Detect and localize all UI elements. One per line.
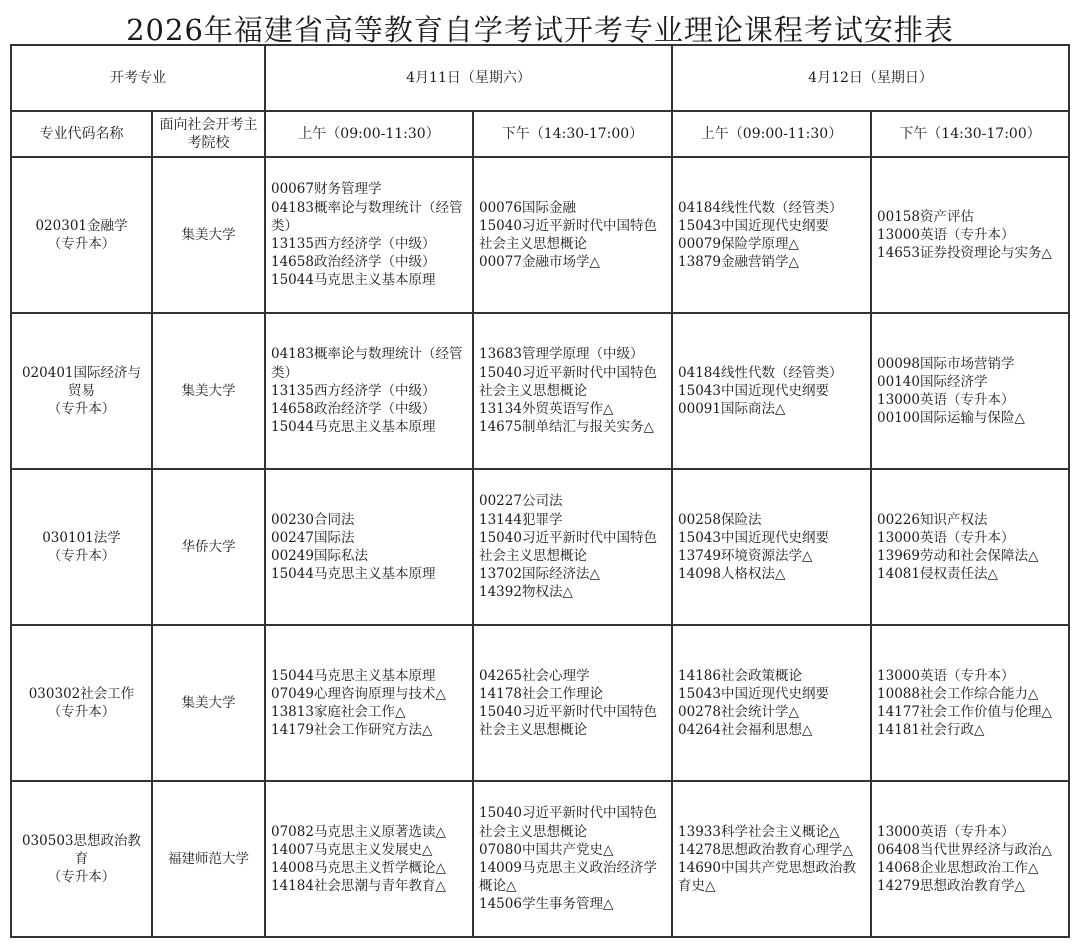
day2-am-courses: 13933科学社会主义概论△ 14278思想政治教育心理学△ 14690中国共产党思想政治教育史△	[672, 781, 871, 937]
major-name: 030503思想政治教育 （专升本）	[11, 781, 152, 937]
school-name: 福建师范大学	[152, 781, 265, 937]
day2-am-courses: 14186社会政策概论 15043中国近现代史纲要 00278社会统计学△ 04264社会福利思想△	[672, 625, 871, 781]
major-code-header: 专业代码名称	[11, 111, 152, 157]
major-group-header: 开考专业	[11, 45, 265, 111]
exam-schedule-table	[10, 44, 1070, 938]
day2-pm-courses: 00098国际市场营销学 00140国际经济学 13000英语（专升本） 00100国际运输与保险△	[871, 313, 1069, 469]
school-name: 华侨大学	[152, 469, 265, 625]
major-name: 020401国际经济与贸易 （专升本）	[11, 313, 152, 469]
day2-am-courses: 04184线性代数（经管类） 15043中国近现代史纲要 00091国际商法△	[672, 313, 871, 469]
school-name: 集美大学	[152, 313, 265, 469]
major-name: 030302社会工作 （专升本）	[11, 625, 152, 781]
day1-am-courses: 04183概率论与数理统计（经管类） 13135西方经济学（中级） 14658政治经济学（中级） 15044马克思主义基本原理	[265, 313, 473, 469]
day2-pm-courses: 13000英语（专升本） 10088社会工作综合能力△ 14177社会工作价值与伦理△ 14181社会行政△	[871, 625, 1069, 781]
day2-am-courses: 00258保险法 15043中国近现代史纲要 13749环境资源法学△ 14098人格权法△	[672, 469, 871, 625]
day1-pm-courses: 04265社会心理学 14178社会工作理论 15040习近平新时代中国特色社会主义思想概论	[473, 625, 672, 781]
day2-header: 4月12日（星期日）	[672, 45, 1069, 111]
day1-pm-courses: 13683管理学原理（中级） 15040习近平新时代中国特色社会主义思想概论 13134外贸英语写作△ 14675制单结汇与报关实务△	[473, 313, 672, 469]
school-name: 集美大学	[152, 625, 265, 781]
day1-pm-header: 下午（14:30-17:00）	[473, 111, 672, 157]
day1-header: 4月11日（星期六）	[265, 45, 672, 111]
day1-am-courses: 00067财务管理学 04183概率论与数理统计（经管类） 13135西方经济学（中级） 14658政治经济学（中级） 15044马克思主义基本原理	[265, 157, 473, 313]
day1-pm-courses: 00227公司法 13144犯罪学 15040习近平新时代中国特色社会主义思想概论 13702国际经济法△ 14392物权法△	[473, 469, 672, 625]
major-name: 020301金融学 （专升本）	[11, 157, 152, 313]
table-row	[11, 313, 1069, 469]
table-row	[11, 781, 1069, 937]
day2-pm-courses: 00158资产评估 13000英语（专升本） 14653证券投资理论与实务△	[871, 157, 1069, 313]
day2-pm-courses: 00226知识产权法 13000英语（专升本） 13969劳动和社会保障法△ 14081侵权责任法△	[871, 469, 1069, 625]
major-name: 030101法学 （专升本）	[11, 469, 152, 625]
day2-pm-courses: 13000英语（专升本） 06408当代世界经济与政治△ 14068企业思想政治工作△ 14279思想政治教育学△	[871, 781, 1069, 937]
day1-am-courses: 00230合同法 00247国际法 00249国际私法 15044马克思主义基本原理	[265, 469, 473, 625]
day2-pm-header: 下午（14:30-17:00）	[871, 111, 1069, 157]
school-name: 集美大学	[152, 157, 265, 313]
day2-am-courses: 04184线性代数（经管类） 15043中国近现代史纲要 00079保险学原理△ 13879金融营销学△	[672, 157, 871, 313]
day1-am-courses: 15044马克思主义基本原理 07049心理咨询原理与技术△ 13813家庭社会工作△ 14179社会工作研究方法△	[265, 625, 473, 781]
page-title: 2026年福建省高等教育自学考试开考专业理论课程考试安排表	[126, 13, 954, 47]
day1-am-courses: 07082马克思主义原著选读△ 14007马克思主义发展史△ 14008马克思主义哲学概论△ 14184社会思潮与青年教育△	[265, 781, 473, 937]
day1-pm-courses: 00076国际金融 15040习近平新时代中国特色社会主义思想概论 00077金融市场学△	[473, 157, 672, 313]
table-row	[11, 157, 1069, 313]
day1-am-header: 上午（09:00-11:30）	[265, 111, 473, 157]
school-header: 面向社会开考主考院校	[152, 111, 265, 157]
day1-pm-courses: 15040习近平新时代中国特色社会主义思想概论 07080中国共产党史△ 14009马克思主义政治经济学概论△ 14506学生事务管理△	[473, 781, 672, 937]
table-row	[11, 625, 1069, 781]
table-row	[11, 469, 1069, 625]
day2-am-header: 上午（09:00-11:30）	[672, 111, 871, 157]
